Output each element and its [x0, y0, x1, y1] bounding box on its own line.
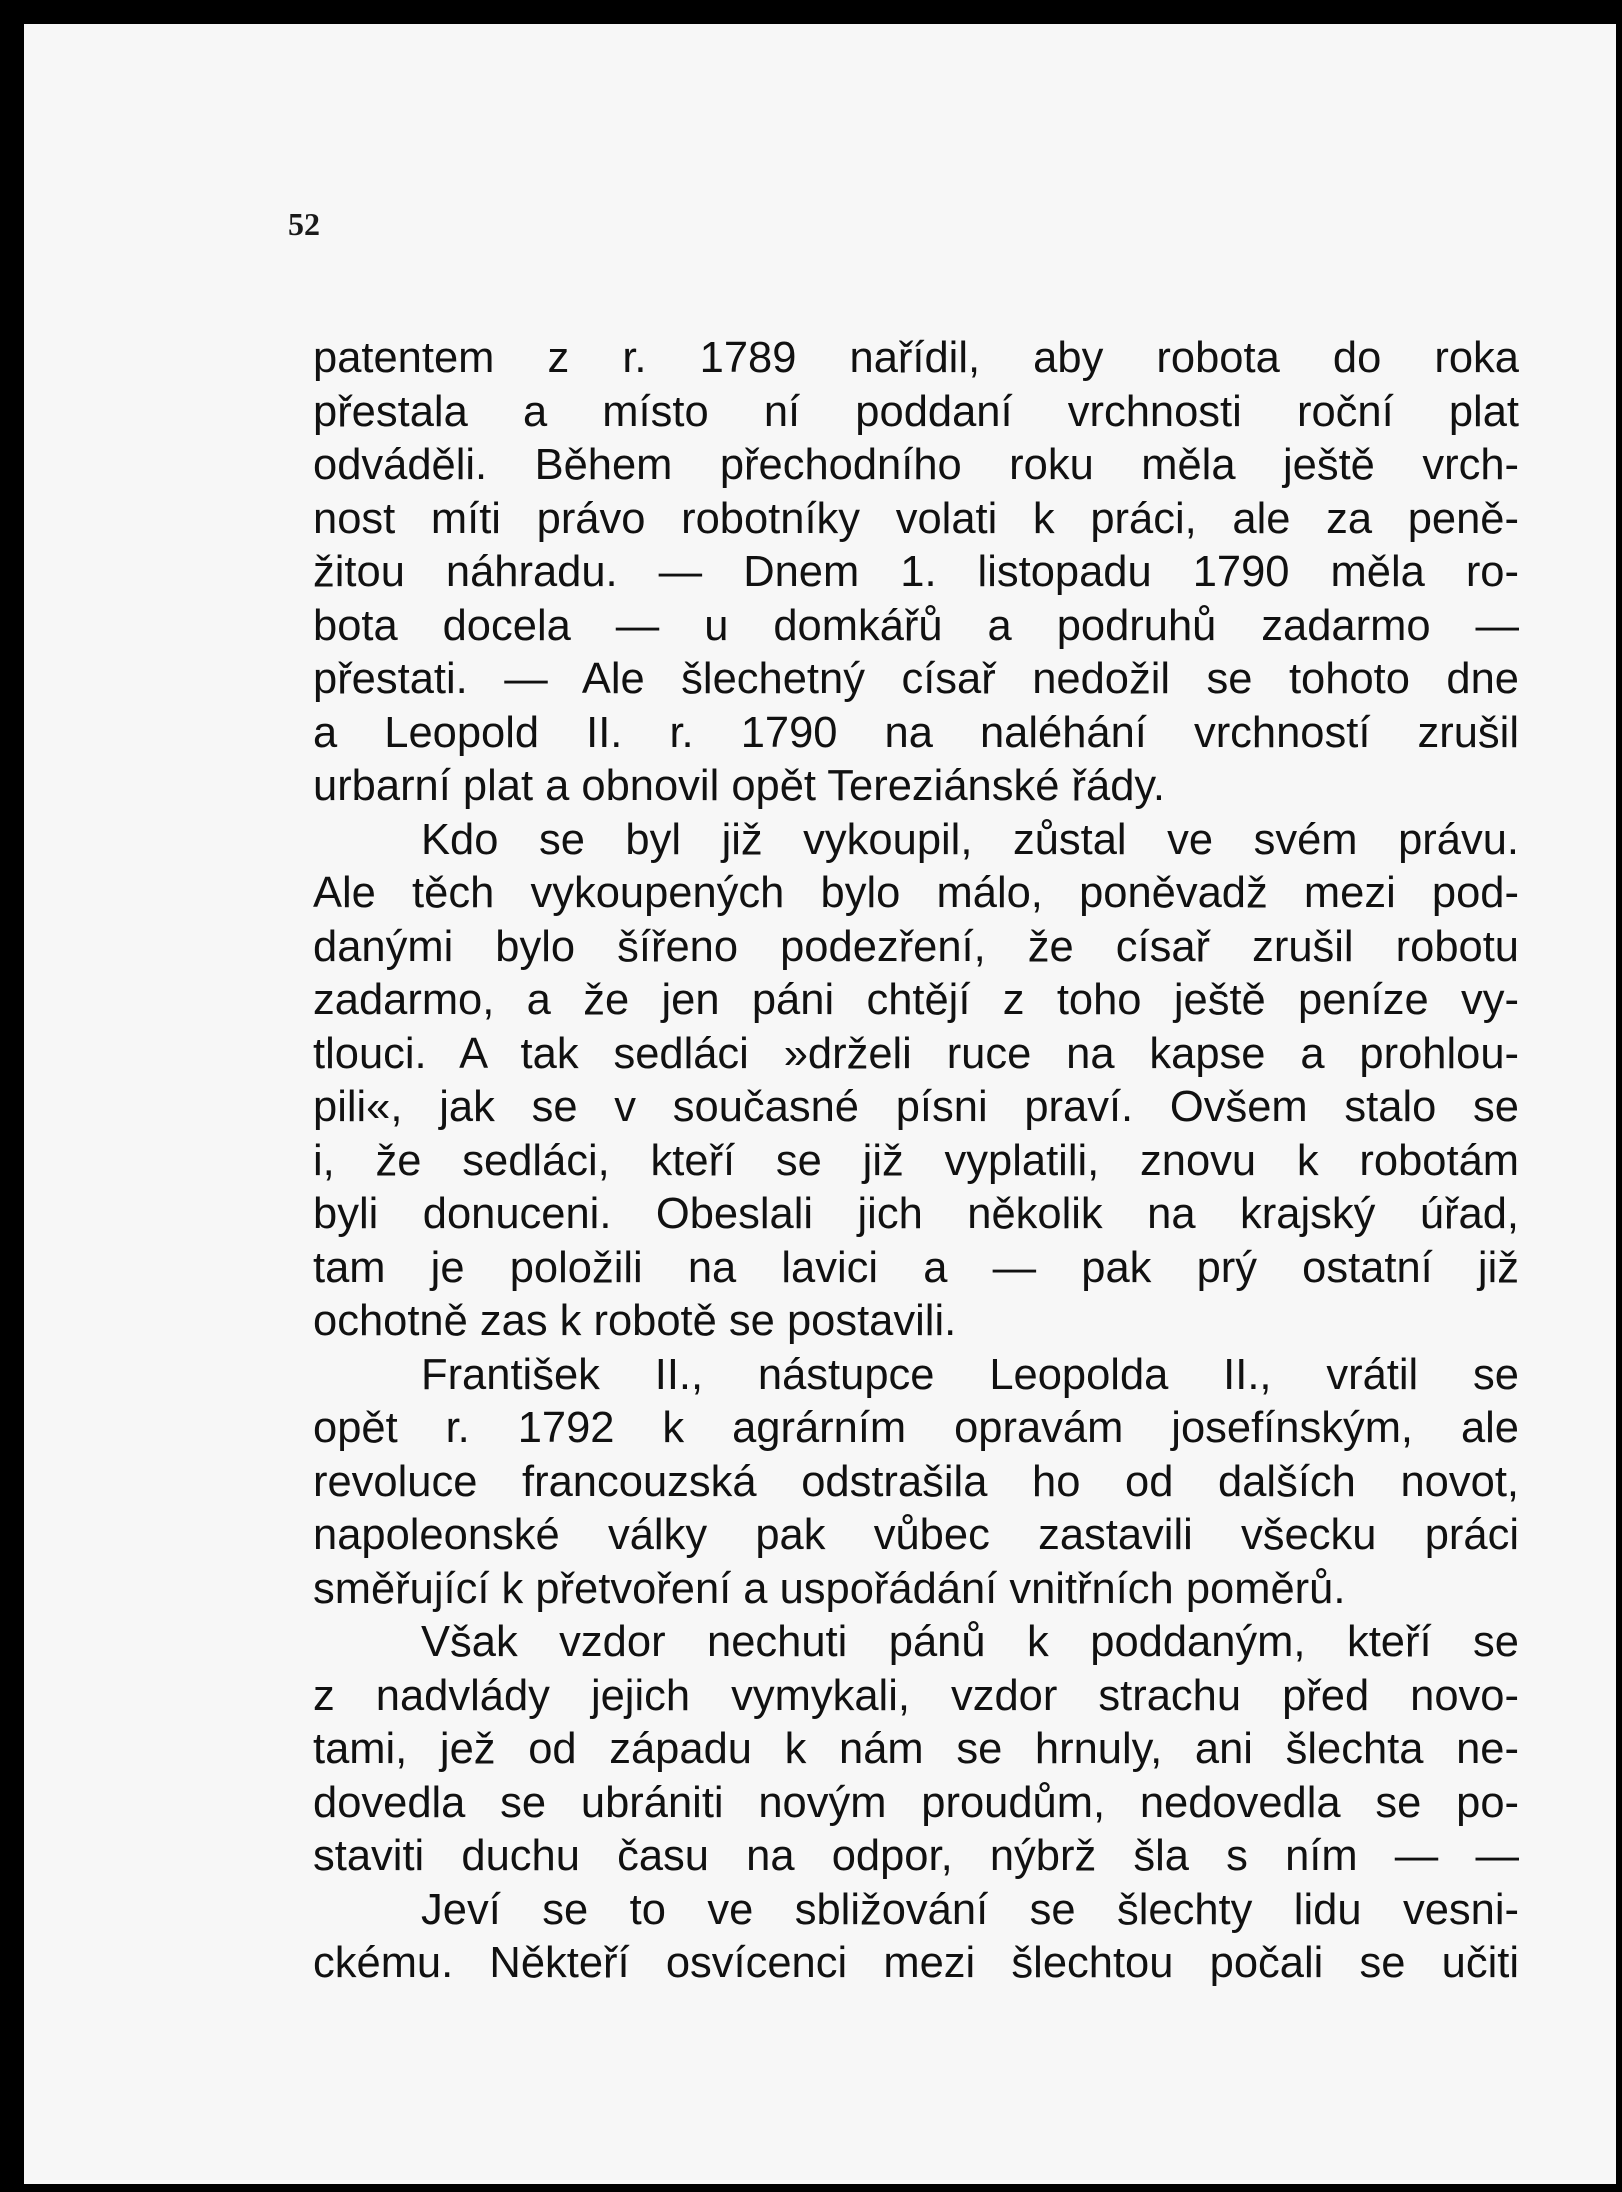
text-line: pili«, jak se v současné písni praví. Ovšem stalo se — [313, 1083, 1519, 1131]
text-line: Ale těch vykoupených bylo málo, poněvadž mezi pod- — [313, 869, 1519, 917]
text-line: odváděli. Během přechodního roku měla ještě vrch- — [313, 441, 1519, 489]
text-line: Však vzdor nechuti pánů k poddaným, kteří se — [421, 1618, 1519, 1666]
book-page — [24, 24, 1616, 2184]
text-line: zadarmo, a že jen páni chtějí z toho ještě peníze vy- — [313, 976, 1519, 1024]
text-line: přestala a místo ní poddaní vrchnosti roční plat — [313, 387, 1519, 436]
text-line: dovedla se ubrániti novým proudům, nedovedla se po- — [313, 1778, 1519, 1827]
text-line: byli donuceni. Obeslali jich několik na krajský úřad, — [313, 1190, 1519, 1238]
text-line: revoluce francouzská odstrašila ho od dalších novot, — [313, 1457, 1519, 1506]
text-line: František II., nástupce Leopolda II., vrátil se — [421, 1350, 1519, 1399]
text-line: Kdo se byl již vykoupil, zůstal ve svém právu. — [421, 815, 1519, 864]
text-line: ochotně zas k robotě se postavili. — [313, 1297, 957, 1345]
text-line: žitou náhradu. — Dnem 1. listopadu 1790 měla ro- — [313, 548, 1519, 596]
text-line: nost míti právo robotníky volati k práci, ale za peně- — [313, 494, 1519, 543]
text-line: tlouci. A tak sedláci »drželi ruce na kapse a prohlou- — [313, 1029, 1519, 1078]
text-line: tami, jež od západu k nám se hrnuly, ani šlechta ne- — [313, 1725, 1519, 1773]
text-line: ckému. Někteří osvícenci mezi šlechtou počali se učiti — [313, 1939, 1519, 1987]
text-line: danými bylo šířeno podezření, že císař zrušil robotu — [313, 922, 1519, 971]
text-line: přestati. — Ale šlechetný císař nedožil se tohoto dne — [313, 655, 1519, 703]
text-line: bota docela — u domkářů a podruhů zadarmo — — [313, 601, 1519, 650]
text-line: a Leopold II. r. 1790 na naléhání vrchností zrušil — [313, 708, 1519, 757]
text-line: staviti duchu času na odpor, nýbrž šla s ním — — — [313, 1832, 1519, 1880]
body-text — [313, 332, 1519, 1991]
page-number: 52 — [288, 206, 320, 242]
text-line: napoleonské války pak vůbec zastavili všecku práci — [313, 1511, 1519, 1559]
text-line: urbarní plat a obnovil opět Tereziánské řády. — [313, 762, 1165, 810]
text-line: z nadvlády jejich vymykali, vzdor strachu před novo- — [313, 1671, 1519, 1720]
text-line: patentem z r. 1789 nařídil, aby robota do roka — [313, 334, 1519, 382]
text-line: tam je položili na lavici a — pak prý ostatní již — [313, 1243, 1519, 1292]
text-line: Jeví se to ve sbližování se šlechty lidu vesni- — [421, 1885, 1519, 1934]
text-line: i, že sedláci, kteří se již vyplatili, znovu k robotám — [313, 1136, 1519, 1185]
text-line: opět r. 1792 k agrárním opravám josefínským, ale — [313, 1404, 1519, 1452]
text-line: směřující k přetvoření a uspořádání vnitřních poměrů. — [313, 1564, 1346, 1613]
